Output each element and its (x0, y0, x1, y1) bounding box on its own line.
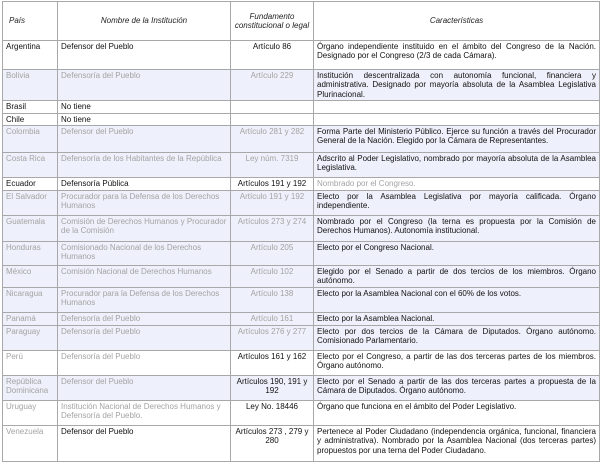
cell-institution: Defensor del Pueblo (58, 126, 231, 153)
cell-basis: Artículo 281 y 282 (231, 126, 314, 153)
table-row-uruguay (3, 400, 600, 425)
cell-basis (231, 101, 314, 113)
cell-institution: Comisión Nacional de Derechos Humanos (58, 266, 231, 288)
cell-institution: Defensoría del Pueblo (58, 312, 231, 325)
cell-institution: Defensor del Pueblo (58, 41, 231, 70)
cell-features: Electo por el Congreso Nacional. (314, 242, 600, 266)
cell-features: Electo por el Congreso, a partir de las dos terceras partes de los miembros. Órgano autónomo. (314, 350, 600, 375)
cell-features: Institución descentralizada con autonomía funcional, financiera y administrativa. Designado por mayoría absoluta de la Asamblea Legislativa Plurinacional. (314, 70, 600, 101)
cell-country: Argentina (3, 41, 58, 70)
cell-features: Electo por la Asamblea Nacional. (314, 312, 600, 325)
cell-features (314, 101, 600, 113)
table-row-republica-dominicana (3, 375, 600, 400)
cell-features (314, 113, 600, 125)
cell-institution: Comisionado Nacional de los Derechos Humanos (58, 242, 231, 266)
cell-country: República Dominicana (3, 375, 58, 400)
header-basis: Fundamento constitucional o legal (231, 2, 314, 41)
cell-features: Órgano independiente instituido en el ámbito del Congreso de la Nación. Designado por el Congreso (2/3 de cada Cámara). (314, 41, 600, 70)
cell-basis: Artículo 229 (231, 70, 314, 101)
cell-basis: Artículos 191 y 192 (231, 178, 314, 191)
cell-country: Chile (3, 113, 58, 125)
table-row-ecuador (3, 178, 600, 191)
cell-basis: Artículo 205 (231, 242, 314, 266)
cell-features: Pertenece al Poder Ciudadano (independencia orgánica, funcional, financiera y administrativa). Nombrado por la Asamblea Nacional (dos terceras partes) propuestos por una terna del Poder Ciudadano. (314, 425, 600, 461)
cell-country: Nicaragua (3, 287, 58, 312)
table-header-row (3, 2, 600, 41)
cell-institution: Defensoría Pública (58, 178, 231, 191)
cell-institution: Procurador para la Defensa de los Derechos Humanos (58, 287, 231, 312)
header-features: Características (314, 2, 600, 41)
cell-institution: No tiene (58, 113, 231, 125)
cell-basis: Artículo 86 (231, 41, 314, 70)
cell-country: Guatemala (3, 216, 58, 242)
cell-institution: Procurador para la Defensa de los Derechos Humanos (58, 191, 231, 216)
header-institution: Nombre de la Institución (58, 2, 231, 41)
cell-features: Electo por la Asamblea Nacional con el 60% de los votos. (314, 287, 600, 312)
cell-basis: Artículos 190, 191 y 192 (231, 375, 314, 400)
cell-institution: Defensoría del Pueblo (58, 70, 231, 101)
cell-country: Costa Rica (3, 153, 58, 178)
cell-basis: Artículos 161 y 162 (231, 350, 314, 375)
table-row-paraguay (3, 325, 600, 350)
cell-basis: Ley núm. 7319 (231, 153, 314, 178)
table-row-mexico (3, 266, 600, 288)
cell-country: México (3, 266, 58, 288)
table-row-bolivia (3, 70, 600, 101)
cell-country: Bolivia (3, 70, 58, 101)
cell-basis: Artículo 138 (231, 287, 314, 312)
cell-institution: Defensoría del Pueblo (58, 325, 231, 350)
cell-basis: Ley No. 18446 (231, 400, 314, 425)
table-row-brasil (3, 101, 600, 113)
ombudsman-comparison-table (2, 1, 600, 462)
cell-country: Panamá (3, 312, 58, 325)
cell-country: Colombia (3, 126, 58, 153)
cell-country: Brasil (3, 101, 58, 113)
cell-institution: No tiene (58, 101, 231, 113)
cell-basis: Artículo 161 (231, 312, 314, 325)
cell-features: Nombrado por el Congreso (la terna es propuesta por la Comisión de Derechos Humanos). Autonomía institucional. (314, 216, 600, 242)
cell-institution: Institución Nacional de Derechos Humanos y Defensoría del Pueblo. (58, 400, 231, 425)
cell-features: Electo por la Asamblea Legislativa por mayoría calificada. Órgano independiente. (314, 191, 600, 216)
cell-features: Electo por el Senado a partir de las dos terceras partes a propuesta de la Cámara de Diputados. Órgano autónomo. (314, 375, 600, 400)
cell-basis (231, 113, 314, 125)
cell-institution: Defensoría de los Habitantes de la República (58, 153, 231, 178)
cell-country: Honduras (3, 242, 58, 266)
cell-institution: Defensoría del Pueblo (58, 350, 231, 375)
cell-country: Uruguay (3, 400, 58, 425)
cell-country: El Salvador (3, 191, 58, 216)
cell-features: Adscrito al Poder Legislativo, nombrado por mayoría absoluta de la Asamblea Legislativa. (314, 153, 600, 178)
table-row-costa-rica (3, 153, 600, 178)
cell-features: Electo por dos tercios de la Cámara de Diputados. Órgano autónomo. Comisionado Parlamentario. (314, 325, 600, 350)
cell-country: Paraguay (3, 325, 58, 350)
cell-basis: Artículos 276 y 277 (231, 325, 314, 350)
cell-basis: Artículo 191 y 192 (231, 191, 314, 216)
cell-country: Perú (3, 350, 58, 375)
table-row-guatemala (3, 216, 600, 242)
cell-basis: Artículos 273 , 279 y 280 (231, 425, 314, 461)
cell-features: Forma Parte del Ministerio Público. Ejerce su función a través del Procurador General de la Nación. Elegido por la Cámara de Representantes. (314, 126, 600, 153)
cell-features: Elegido por el Senado a partir de dos tercios de los miembros. Órgano autónomo. (314, 266, 600, 288)
cell-basis: Artículos 273 y 274 (231, 216, 314, 242)
cell-basis: Artículo 102 (231, 266, 314, 288)
table-row-venezuela (3, 425, 600, 461)
table-row-el-salvador (3, 191, 600, 216)
cell-institution: Comisión de Derechos Humanos y Procurador de la Comisión (58, 216, 231, 242)
cell-institution: Defensor del Pueblo (58, 425, 231, 461)
table-row-nicaragua (3, 287, 600, 312)
table-row-argentina (3, 41, 600, 70)
table-row-panama (3, 312, 600, 325)
cell-features: Órgano que funciona en el ámbito del Poder Legislativo. (314, 400, 600, 425)
table-row-peru (3, 350, 600, 375)
cell-features: Nombrado por el Congreso. (314, 178, 600, 191)
table-row-chile (3, 113, 600, 125)
table-row-colombia (3, 126, 600, 153)
cell-country: Ecuador (3, 178, 58, 191)
cell-institution: Defensor del Pueblo (58, 375, 231, 400)
cell-country: Venezuela (3, 425, 58, 461)
header-country: País (3, 2, 58, 41)
table-row-honduras (3, 242, 600, 266)
